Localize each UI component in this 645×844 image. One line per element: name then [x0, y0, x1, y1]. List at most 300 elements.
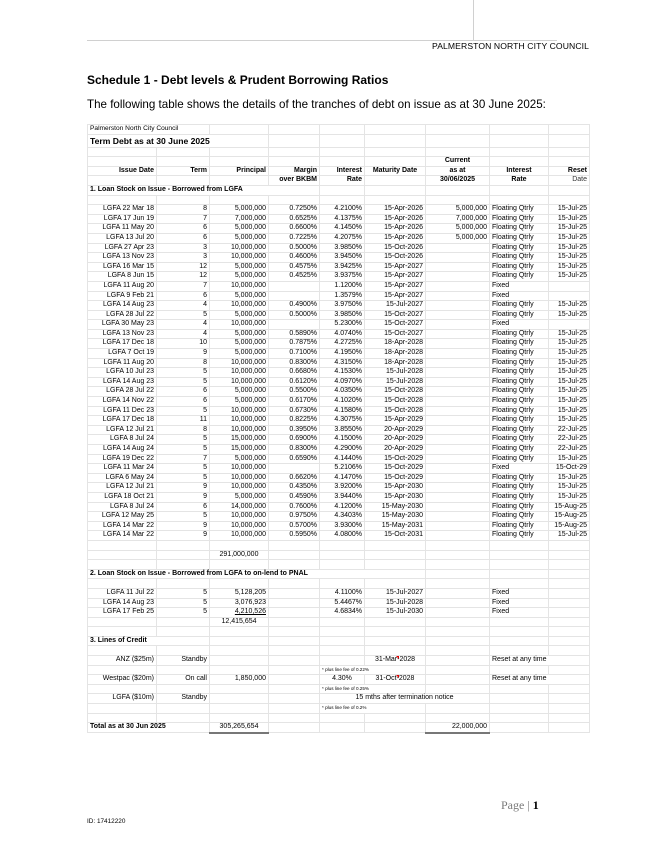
empty-cell: [269, 598, 320, 608]
interest-rate: 5.4467%: [320, 598, 365, 608]
interest-rate: 4.1200%: [320, 502, 365, 512]
principal: 5,000,000: [210, 272, 269, 282]
issue-date: LGFA 10 Jul 23: [88, 368, 157, 378]
section-1-subtotal-row: [88, 550, 590, 560]
empty-cell: [269, 656, 320, 666]
current-amount: [426, 521, 490, 531]
col-current-header-2: as at: [426, 166, 490, 176]
term: 8: [157, 205, 210, 215]
reset-date: 15-Oct-29: [549, 464, 590, 474]
maturity-date: 18-Apr-2028: [365, 339, 426, 349]
maturity-date: 15-Oct-2027: [365, 320, 426, 330]
section-1-subtotal: 291,000,000: [210, 550, 269, 560]
drawn-amount: 1,850,000: [210, 675, 269, 685]
empty-cell: [549, 598, 590, 608]
maturity-date: 15-Jul-2028: [365, 377, 426, 387]
empty-cell: [549, 608, 590, 618]
maturity-date: 15-Apr-2026: [365, 205, 426, 215]
interest-rate: 4.30%: [320, 675, 365, 685]
page-number-value: 1: [532, 798, 539, 812]
maturity-date: 15-Oct-2027: [365, 329, 426, 339]
empty-cell: [269, 646, 320, 656]
empty-cell: [426, 636, 490, 646]
current-amount: [426, 454, 490, 464]
principal: 10,000,000: [210, 416, 269, 426]
empty-cell: [88, 579, 157, 589]
header-row-2: [88, 166, 590, 176]
current-amount: [426, 329, 490, 339]
interest-rate: 1.3579%: [320, 291, 365, 301]
empty-cell: [426, 684, 490, 694]
term: 5: [157, 588, 210, 598]
col-term-header: Term: [157, 166, 210, 176]
rate-type: Fixed: [490, 608, 549, 618]
margin: [269, 281, 320, 291]
empty-cell: [549, 617, 590, 627]
margin: 0.5950%: [269, 531, 320, 541]
rate-type: Floating Qtrly: [490, 262, 549, 272]
principal: 10,000,000: [210, 368, 269, 378]
term: 5: [157, 368, 210, 378]
issue-date: LGFA 17 Dec 18: [88, 339, 157, 349]
empty-cell: [157, 704, 210, 714]
empty-cell: [88, 713, 157, 723]
empty-cell: [157, 550, 210, 560]
reset-date: 15-Jul-25: [549, 387, 590, 397]
principal: 10,000,000: [210, 483, 269, 493]
margin: 0.4575%: [269, 262, 320, 272]
grand-total-label: Total as at 30 Jun 2025: [88, 723, 210, 733]
interest-rate: 3.8550%: [320, 425, 365, 435]
interest-rate: 4.3403%: [320, 512, 365, 522]
empty-cell: [365, 560, 426, 570]
current-amount: 5,000,000: [426, 233, 490, 243]
empty-cell: [210, 636, 269, 646]
org-row: [88, 125, 590, 135]
interest-rate: 3.9375%: [320, 272, 365, 282]
maturity-date: 31-Mar-2028: [365, 656, 426, 666]
empty-cell: [365, 636, 426, 646]
maturity-date: 31-Oct-2028: [365, 675, 426, 685]
issue-date: LGFA 14 Nov 22: [88, 397, 157, 407]
maturity-date: 15-Oct-2029: [365, 464, 426, 474]
current-amount: [426, 435, 490, 445]
page-number: [501, 798, 539, 813]
current-amount: [426, 272, 490, 282]
principal: 10,000,000: [210, 301, 269, 311]
pnal-loan-row: [88, 598, 590, 608]
empty-cell: [269, 704, 320, 714]
loan-row: [88, 502, 590, 512]
principal: 10,000,000: [210, 358, 269, 368]
rate-type: Floating Qtrly: [490, 397, 549, 407]
term-title-row: [88, 134, 590, 147]
term: 10: [157, 339, 210, 349]
empty-cell: [269, 636, 320, 646]
issue-date: LGFA 14 Aug 23: [88, 301, 157, 311]
empty-cell: [426, 617, 490, 627]
current-amount: [426, 310, 490, 320]
issue-date: LGFA 13 Jul 20: [88, 233, 157, 243]
loan-row: [88, 454, 590, 464]
term: 12: [157, 272, 210, 282]
line-fee-note-row: [88, 665, 590, 675]
empty-cell: [88, 617, 157, 627]
loan-row: [88, 349, 590, 359]
term: 9: [157, 521, 210, 531]
spacer-row: [88, 713, 590, 723]
current-amount: [426, 483, 490, 493]
maturity-date: 15-Oct-2029: [365, 454, 426, 464]
reset-date: 22-Jul-25: [549, 435, 590, 445]
loan-row: [88, 512, 590, 522]
section-2-subtotal-row: [88, 617, 590, 627]
term: 5: [157, 473, 210, 483]
principal: 5,000,000: [210, 262, 269, 272]
principal: 10,000,000: [210, 473, 269, 483]
empty-cell: [210, 646, 269, 656]
term: 6: [157, 224, 210, 234]
section-1-label: 1. Loan Stock on Issue - Borrowed from LGFA: [88, 185, 320, 195]
empty-cell: [490, 636, 549, 646]
issue-date: LGFA 16 Mar 15: [88, 262, 157, 272]
principal: 10,000,000: [210, 243, 269, 253]
empty-cell: [269, 550, 320, 560]
term: 5: [157, 310, 210, 320]
margin: 0.5000%: [269, 310, 320, 320]
spacer-row: [88, 147, 590, 157]
reset-date: 15-Jul-25: [549, 301, 590, 311]
principal: 14,000,000: [210, 502, 269, 512]
principal: 10,000,000: [210, 406, 269, 416]
empty-cell: [157, 560, 210, 570]
issue-date: LGFA 6 May 24: [88, 473, 157, 483]
interest-rate: 4.3075%: [320, 416, 365, 426]
grand-total-row: [88, 723, 590, 733]
interest-rate: 4.1375%: [320, 214, 365, 224]
empty-cell: [426, 588, 490, 598]
empty-cell: [320, 617, 365, 627]
rate-type: Floating Qtrly: [490, 368, 549, 378]
interest-rate: 4.1500%: [320, 435, 365, 445]
reset-date: 15-Jul-25: [549, 243, 590, 253]
empty-cell: [269, 675, 320, 685]
empty-cell: [490, 550, 549, 560]
interest-rate: 3.9750%: [320, 301, 365, 311]
margin: 0.6900%: [269, 435, 320, 445]
empty-cell: [490, 723, 549, 733]
loan-row: [88, 445, 590, 455]
margin: 0.7225%: [269, 233, 320, 243]
empty-cell: [549, 569, 590, 579]
term: 5: [157, 598, 210, 608]
margin: 0.8300%: [269, 445, 320, 455]
interest-rate: 4.2100%: [320, 205, 365, 215]
maturity-date: 15-Apr-2029: [365, 416, 426, 426]
principal: 5,000,000: [210, 397, 269, 407]
empty-cell: [320, 723, 365, 733]
current-amount: [426, 243, 490, 253]
interest-rate: 4.0800%: [320, 531, 365, 541]
facility-name: LGFA ($10m): [88, 694, 157, 704]
document-title: Schedule 1 - Debt levels & Prudent Borrowing Ratios: [87, 73, 389, 87]
reset-date: 15-Jul-25: [549, 349, 590, 359]
interest-rate: 3.9440%: [320, 492, 365, 502]
spacer-row: [88, 560, 590, 570]
issue-date: LGFA 7 Oct 19: [88, 349, 157, 359]
empty-cell: [320, 646, 365, 656]
document-id: ID: 17412220: [87, 818, 126, 825]
credit-line-row: [88, 656, 590, 666]
interest-rate: 5.2106%: [320, 464, 365, 474]
interest-rate: 4.1580%: [320, 406, 365, 416]
line-fee-note: * plus line fee of 0.22%: [320, 665, 426, 675]
empty-cell: [426, 550, 490, 560]
col-interest-header-1: Interest: [320, 166, 365, 176]
principal: 5,000,000: [210, 233, 269, 243]
rate-type: Floating Qtrly: [490, 454, 549, 464]
principal: 10,000,000: [210, 320, 269, 330]
empty-cell: [490, 704, 549, 714]
margin: 0.5700%: [269, 521, 320, 531]
spacer-row: [88, 540, 590, 550]
empty-cell: [365, 646, 426, 656]
empty-cell: [320, 627, 365, 637]
maturity-date: 15-Oct-2028: [365, 387, 426, 397]
maturity-date: 15-May-2031: [365, 521, 426, 531]
col-current-header-3: 30/06/2025: [426, 176, 490, 186]
principal: 5,000,000: [210, 454, 269, 464]
loan-row: [88, 483, 590, 493]
rate-type: Floating Qtrly: [490, 521, 549, 531]
current-amount: [426, 387, 490, 397]
interest-rate: 5.2300%: [320, 320, 365, 330]
reset-date: 15-Aug-25: [549, 521, 590, 531]
principal: 3,076,923: [210, 598, 269, 608]
empty-cell: [490, 646, 549, 656]
reset-date: 15-Jul-25: [549, 272, 590, 282]
principal: 10,000,000: [210, 253, 269, 263]
loan-row: [88, 253, 590, 263]
reset-date: 15-Jul-25: [549, 214, 590, 224]
col-rate-type-header-1: Interest: [490, 166, 549, 176]
issue-date: LGFA 12 Jul 21: [88, 483, 157, 493]
loan-row: [88, 205, 590, 215]
principal: 5,000,000: [210, 291, 269, 301]
maturity-date: 15-Jul-2027: [365, 588, 426, 598]
principal: 5,000,000: [210, 205, 269, 215]
maturity-date: 20-Apr-2029: [365, 425, 426, 435]
term: 11: [157, 416, 210, 426]
reset-date: 15-Jul-25: [549, 310, 590, 320]
empty-cell: [426, 656, 490, 666]
maturity-date: 15-Oct-2029: [365, 473, 426, 483]
term: 7: [157, 214, 210, 224]
rate-type: Floating Qtrly: [490, 531, 549, 541]
empty-cell: [549, 713, 590, 723]
empty-cell: [426, 560, 490, 570]
margin: 0.6170%: [269, 397, 320, 407]
empty-cell: [320, 579, 365, 589]
current-amount: [426, 339, 490, 349]
credit-line-row: [88, 675, 590, 685]
loan-row: [88, 368, 590, 378]
rate-type: Floating Qtrly: [490, 349, 549, 359]
current-amount: 7,000,000: [426, 214, 490, 224]
credit-line-row: [88, 694, 590, 704]
margin: 0.9750%: [269, 512, 320, 522]
empty-cell: [549, 560, 590, 570]
issue-date: LGFA 14 Mar 22: [88, 521, 157, 531]
maturity-date: 15-Oct-2026: [365, 253, 426, 263]
principal: 5,000,000: [210, 339, 269, 349]
loan-row: [88, 435, 590, 445]
empty-cell: [157, 684, 210, 694]
section-3-header: [88, 636, 590, 646]
term: 9: [157, 483, 210, 493]
maturity-date: 18-Apr-2028: [365, 358, 426, 368]
current-amount: [426, 464, 490, 474]
term: 5: [157, 445, 210, 455]
empty-cell: [269, 617, 320, 627]
maturity-date: 15-Apr-2026: [365, 233, 426, 243]
issue-date: LGFA 8 Jul 24: [88, 502, 157, 512]
empty-cell: [549, 540, 590, 550]
principal: 4,210,526: [210, 608, 269, 618]
margin: 0.5500%: [269, 387, 320, 397]
rate-type: Floating Qtrly: [490, 272, 549, 282]
empty-cell: [269, 588, 320, 598]
term: 6: [157, 233, 210, 243]
header-row-3: [88, 176, 590, 186]
interest-rate: 4.0350%: [320, 387, 365, 397]
margin: 0.7600%: [269, 502, 320, 512]
principal: 5,000,000: [210, 349, 269, 359]
empty-cell: [426, 627, 490, 637]
page-label: Page |: [501, 798, 530, 812]
empty-cell: [269, 579, 320, 589]
interest-rate: 4.1950%: [320, 349, 365, 359]
empty-cell: [269, 723, 320, 733]
interest-rate: 3.9850%: [320, 310, 365, 320]
margin: 0.3950%: [269, 425, 320, 435]
rate-type: Floating Qtrly: [490, 406, 549, 416]
interest-rate: 3.9450%: [320, 253, 365, 263]
interest-rate: 4.1020%: [320, 397, 365, 407]
empty-cell: [269, 665, 320, 675]
current-amount: [426, 502, 490, 512]
empty-cell: [365, 550, 426, 560]
maturity-date: 15-Jul-2028: [365, 368, 426, 378]
margin: 0.5000%: [269, 243, 320, 253]
issue-date: LGFA 8 Jun 15: [88, 272, 157, 282]
maturity-date: 15-Oct-2028: [365, 397, 426, 407]
issue-date: LGFA 11 Jul 22: [88, 588, 157, 598]
principal: 5,000,000: [210, 492, 269, 502]
empty-cell: [210, 540, 269, 550]
empty-cell: [320, 540, 365, 550]
rate-type: Floating Qtrly: [490, 512, 549, 522]
term: 5: [157, 512, 210, 522]
reset-date: 15-Jul-25: [549, 416, 590, 426]
issue-date: LGFA 28 Jul 22: [88, 387, 157, 397]
empty-cell: [365, 617, 426, 627]
rate-type: Fixed: [490, 588, 549, 598]
margin: 0.6120%: [269, 377, 320, 387]
facility-name: ANZ ($25m): [88, 656, 157, 666]
reset-date: 15-Jul-25: [549, 473, 590, 483]
interest-rate: 3.9425%: [320, 262, 365, 272]
margin: 0.8225%: [269, 416, 320, 426]
rate-type: Floating Qtrly: [490, 502, 549, 512]
maturity-date: 15-Apr-2030: [365, 483, 426, 493]
term: 5: [157, 464, 210, 474]
term: 4: [157, 301, 210, 311]
col-reset-header-2: Date: [549, 176, 590, 186]
facility-name: Westpac ($20m): [88, 675, 157, 685]
principal: 10,000,000: [210, 521, 269, 531]
margin: 0.6620%: [269, 473, 320, 483]
loan-row: [88, 301, 590, 311]
empty-cell: [269, 627, 320, 637]
empty-cell: [320, 550, 365, 560]
principal: 10,000,000: [210, 425, 269, 435]
empty-cell: [549, 704, 590, 714]
interest-rate: 4.1450%: [320, 224, 365, 234]
empty-cell: [490, 713, 549, 723]
maturity-date: 15-Apr-2026: [365, 214, 426, 224]
rate-type: Floating Qtrly: [490, 416, 549, 426]
rate-type: Floating Qtrly: [490, 492, 549, 502]
rate-type: Floating Qtrly: [490, 358, 549, 368]
term: 3: [157, 253, 210, 263]
principal: 10,000,000: [210, 377, 269, 387]
section-2-header: [88, 569, 590, 579]
interest-rate: 4.2725%: [320, 339, 365, 349]
empty-cell: [269, 608, 320, 618]
interest-rate: [320, 656, 365, 666]
loan-row: [88, 397, 590, 407]
current-amount: [426, 291, 490, 301]
col-interest-header-2: Rate: [320, 176, 365, 186]
reset-date: 15-Jul-25: [549, 368, 590, 378]
current-amount: [426, 253, 490, 263]
empty-cell: [88, 665, 157, 675]
section-1-header: [88, 185, 590, 195]
issue-date: LGFA 11 Aug 20: [88, 358, 157, 368]
margin: [269, 320, 320, 330]
line-fee-note-row: [88, 684, 590, 694]
debt-table: [87, 124, 590, 734]
issue-date: LGFA 17 Dec 18: [88, 416, 157, 426]
empty-cell: [549, 636, 590, 646]
loan-row: [88, 233, 590, 243]
issue-date: LGFA 12 Jul 21: [88, 425, 157, 435]
facility-type: Standby: [157, 694, 210, 704]
margin: 0.4590%: [269, 492, 320, 502]
margin: 0.4600%: [269, 253, 320, 263]
interest-rate: 1.1200%: [320, 281, 365, 291]
line-fee-note-row: [88, 704, 590, 714]
reset-date: 15-Aug-25: [549, 512, 590, 522]
margin: 0.5890%: [269, 329, 320, 339]
empty-cell: [549, 627, 590, 637]
rate-type: Floating Qtrly: [490, 339, 549, 349]
empty-cell: [365, 579, 426, 589]
term: 7: [157, 454, 210, 464]
maturity-date: 15-Apr-2030: [365, 492, 426, 502]
loan-row: [88, 521, 590, 531]
